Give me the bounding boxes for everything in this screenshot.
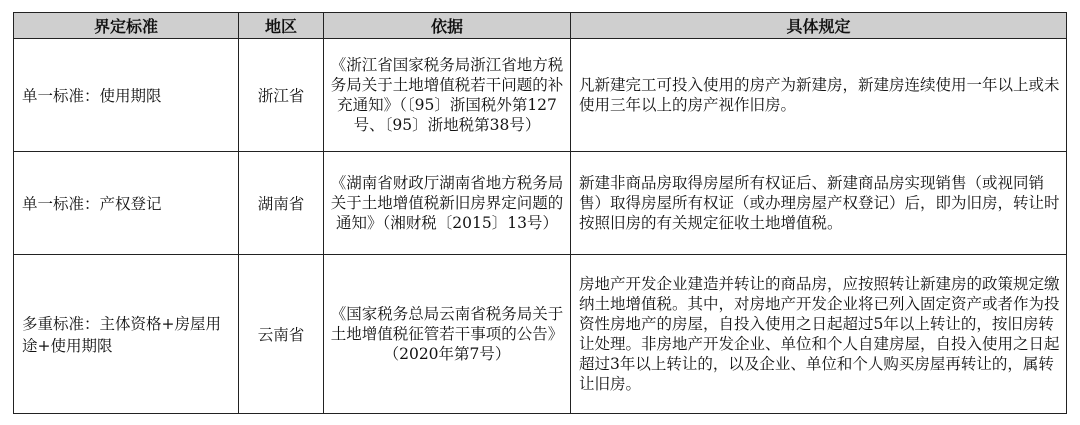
cell-region: 浙江省: [239, 39, 324, 152]
cell-rule: 凡新建完工可投入使用的房产为新建房，新建房连续使用一年以上或未使用三年以上的房产视作旧房。: [571, 39, 1067, 152]
table-row: [14, 39, 1067, 152]
cell-basis: 《国家税务总局云南省税务局关于土地增值税征管若干事项的公告》（2020年第7号）: [324, 254, 571, 413]
header-basis: 依据: [324, 13, 571, 39]
cell-standard: 单一标准：产权登记: [14, 151, 239, 254]
header-row: [14, 13, 1067, 39]
cell-standard: 多重标准：主体资格+房屋用途+使用期限: [14, 254, 239, 413]
header-region: 地区: [239, 13, 324, 39]
header-rule: 具体规定: [571, 13, 1067, 39]
regulation-table: [13, 12, 1067, 414]
cell-standard: 单一标准：使用期限: [14, 39, 239, 152]
table-body: [14, 39, 1067, 414]
table-row: [14, 254, 1067, 413]
cell-basis: 《湖南省财政厅湖南省地方税务局关于土地增值税新旧房界定问题的通知》（湘财税〔2015〕13号）: [324, 151, 571, 254]
cell-region: 云南省: [239, 254, 324, 413]
cell-region: 湖南省: [239, 151, 324, 254]
cell-rule: 新建非商品房取得房屋所有权证后、新建商品房实现销售（或视同销售）取得房屋所有权证（或办理房屋产权登记）后，即为旧房，转让时按照旧房的有关规定征收土地增值税。: [571, 151, 1067, 254]
table-header: [14, 13, 1067, 39]
header-standard: 界定标准: [14, 13, 239, 39]
cell-basis: 《浙江省国家税务局浙江省地方税务局关于土地增值税若干问题的补充通知》（〔95〕浙国税外第127号、〔95〕浙地税第38号）: [324, 39, 571, 152]
table-row: [14, 151, 1067, 254]
cell-rule: 房地产开发企业建造并转让的商品房，应按照转让新建房的政策规定缴纳土地增值税。其中，对房地产开发企业将已列入固定资产或者作为投资性房地产的房屋，自投入使用之日起超过5年以上转让的，按旧房转让处理。非房地产开发企业、单位和个人自建房屋，自投入使用之日起超过3年以上转让的，以及企业、单位和个人购买房屋再转让的，属转让旧房。: [571, 254, 1067, 413]
